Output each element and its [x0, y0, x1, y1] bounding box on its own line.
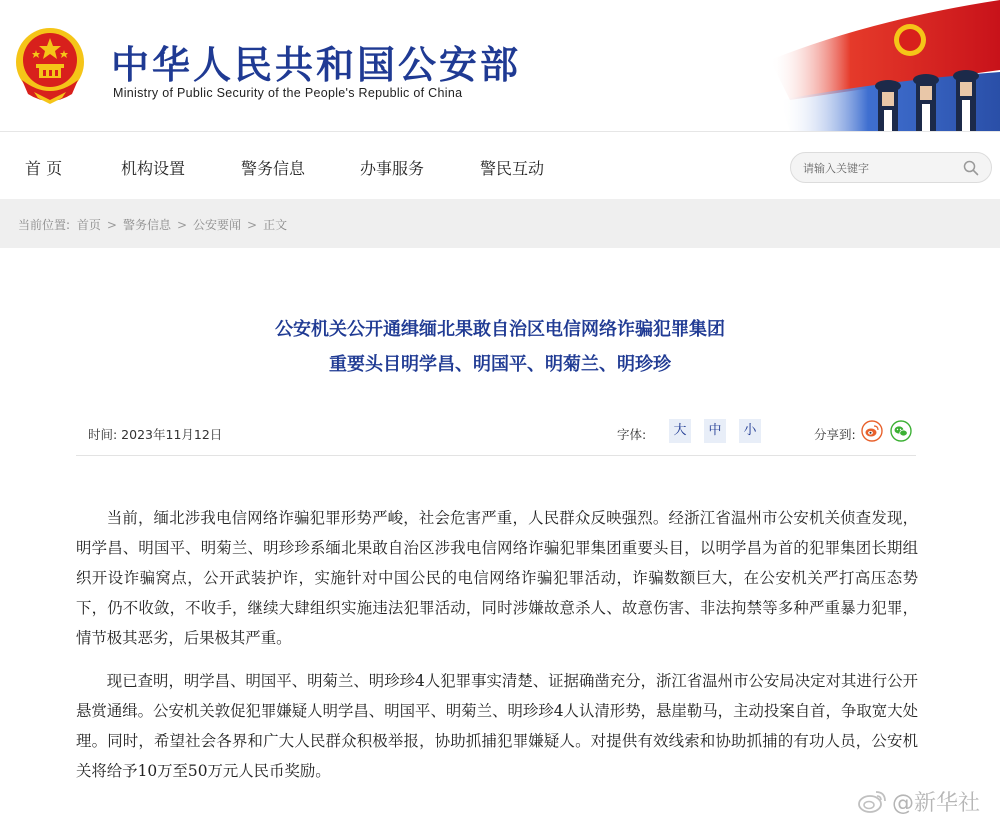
breadcrumb-separator: >	[106, 218, 117, 232]
nav-item-services[interactable]: 办事服务	[360, 159, 425, 178]
site-subtitle: Ministry of Public Security of the People's Republic of China	[113, 86, 463, 100]
site-header	[0, 0, 1000, 131]
weibo-icon[interactable]	[861, 420, 883, 442]
breadcrumb-current: 正文	[263, 218, 288, 232]
breadcrumb-police-info[interactable]: 警务信息	[122, 218, 171, 232]
article-paragraph: 现已查明，明学昌、明国平、明菊兰、明珍珍4人犯罪事实清楚、证据确凿充分，浙江省温州市公安局决定对其进行公开悬赏通缉。公安机关敦促犯罪嫌疑人明学昌、明国平、明菊兰、明珍珍4人认清形势，悬崖勒马，主动投案自首，争取宽大处理。同时，希望社会各界和广大人民群众积极举报，协助抓捕犯罪嫌疑人。对提供有效线索和协助抓捕的有功人员，公安机关将给予10万至50万元人民币奖励。	[76, 672, 918, 780]
breadcrumb	[18, 216, 290, 233]
font-size-label: 字体:	[617, 427, 647, 442]
breadcrumb-bar	[0, 199, 1000, 248]
article-paragraph: 当前，缅北涉我电信网络诈骗犯罪形势严峻，社会危害严重，人民群众反映强烈。经浙江省温州市公安机关侦查发现，明学昌、明国平、明菊兰、明珍珍系缅北果敢自治区涉我电信网络诈骗犯罪集团重要头目，以明学昌为首的犯罪集团长期组织开设诈骗窝点，公开武装护诈，实施针对中国公民的电信网络诈骗犯罪活动，诈骗数额巨大，在公安机关严打高压态势下，仍不收敛，不收手，继续大肆组织实施违法犯罪活动，同时涉嫌故意杀人、故意伤害、非法拘禁等多种严重暴力犯罪，情节极其恶劣，后果极其严重。	[76, 509, 918, 647]
font-size-large-button[interactable]: 大	[669, 419, 691, 443]
breadcrumb-news[interactable]: 公安要闻	[193, 218, 242, 232]
site-title: 中华人民共和国公安部	[111, 43, 522, 87]
nav-item-police-info[interactable]: 警务信息	[241, 159, 306, 178]
article-title-line2: 重要头目明学昌、明国平、明菊兰、明珍珍	[329, 354, 671, 375]
article-meta	[76, 416, 916, 456]
search-input[interactable]	[803, 157, 963, 179]
breadcrumb-separator: >	[247, 218, 258, 232]
nav-item-home[interactable]: 首 页	[25, 159, 63, 178]
article-title-line1: 公安机关公开通缉缅北果敢自治区电信网络诈骗犯罪集团	[275, 319, 725, 340]
font-size-medium-button[interactable]: 中	[704, 419, 726, 443]
watermark-text: @新华社	[892, 791, 981, 816]
font-size-small-button[interactable]: 小	[739, 419, 761, 443]
breadcrumb-prefix: 当前位置:	[18, 218, 71, 232]
publish-date: 时间: 2023年11月12日	[88, 427, 223, 442]
share-label: 分享到:	[814, 427, 856, 442]
national-emblem-icon	[12, 22, 88, 106]
wechat-icon[interactable]	[890, 420, 912, 442]
main-nav	[0, 131, 1000, 199]
search-icon[interactable]	[963, 160, 979, 176]
weibo-watermark-icon	[856, 788, 888, 814]
flag-banner-icon	[750, 0, 1000, 131]
nav-item-organization[interactable]: 机构设置	[121, 159, 186, 178]
search-box	[790, 152, 992, 183]
breadcrumb-separator: >	[176, 218, 188, 232]
breadcrumb-home[interactable]: 首页	[76, 218, 101, 232]
nav-item-interaction[interactable]: 警民互动	[480, 159, 545, 178]
